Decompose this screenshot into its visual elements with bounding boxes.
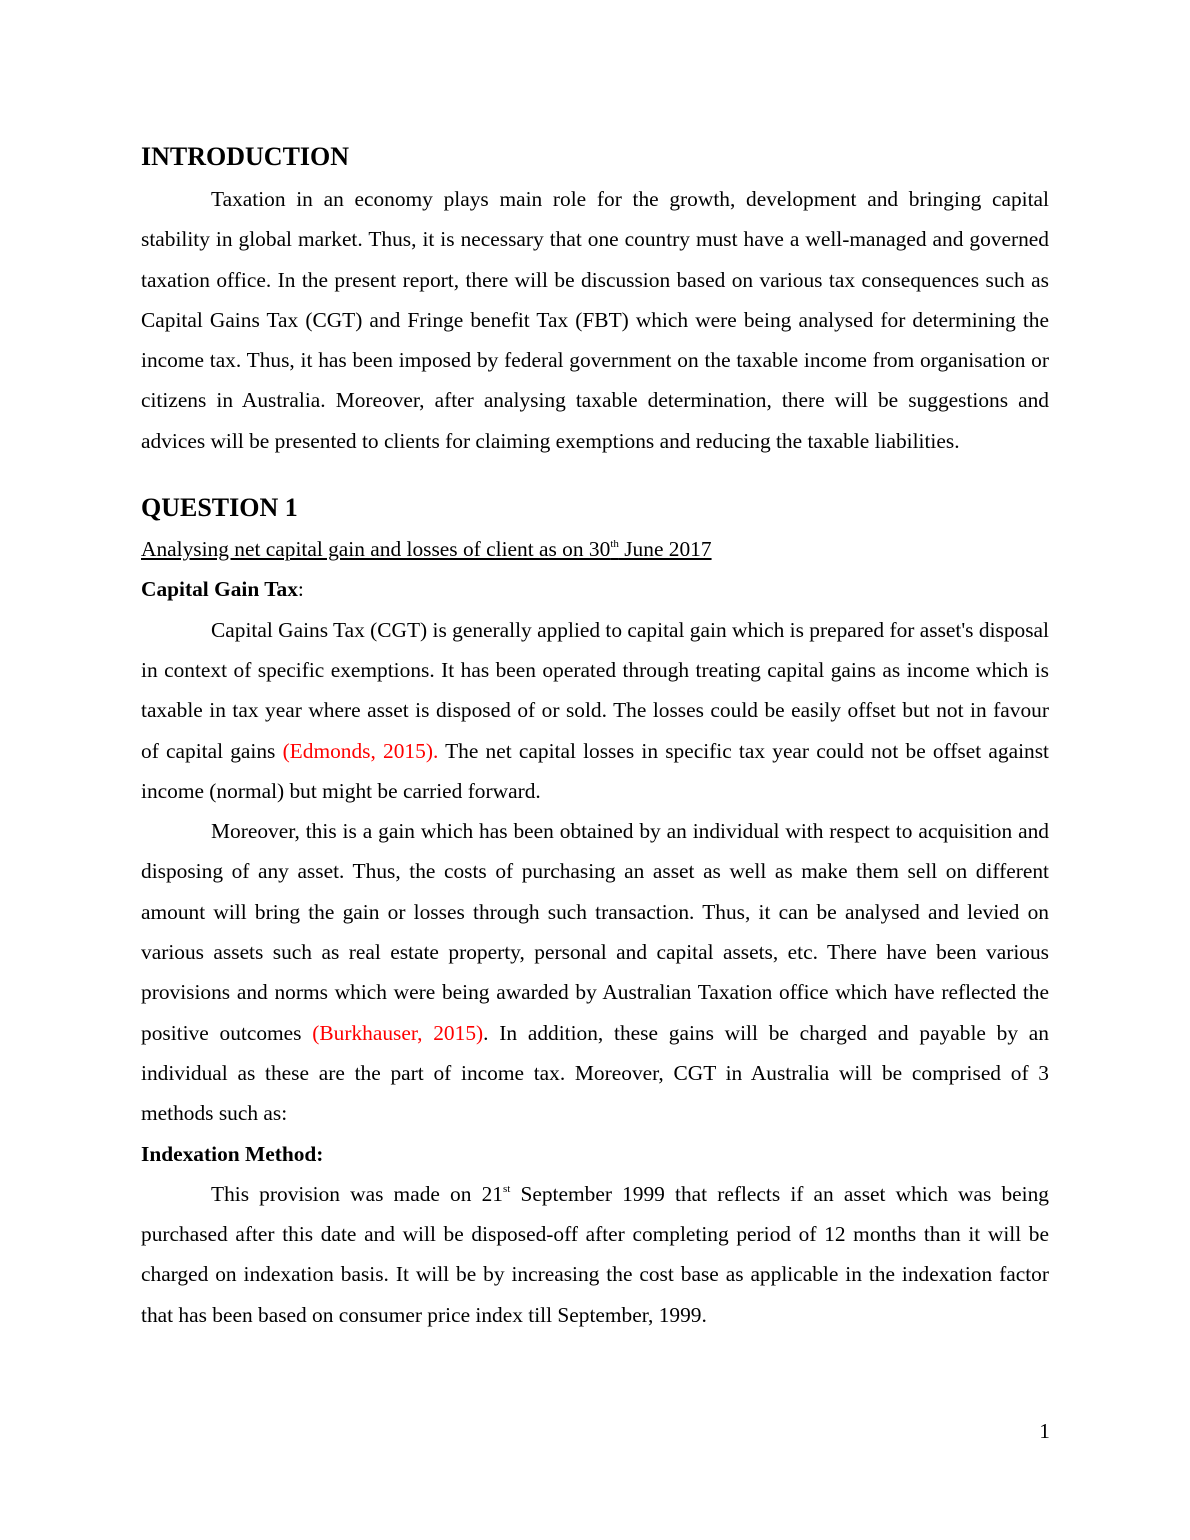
capital-gain-tax-label [141,569,1049,609]
cgt-paragraph-2-text-end: . In addition, these gains will be charged and payable by an individual as these are the part of income tax. Moreover, CGT in Australia will be comprised of 3 methods such as: [141,1020,1049,1126]
question-1-subheading [141,529,1049,569]
capital-gain-tax-colon: : [297,577,304,602]
indexation-paragraph [141,1174,1049,1335]
citation-burkhauser: (Burkhauser, 2015) [312,1020,484,1045]
introduction-paragraph: Taxation in an economy plays main role for the growth, development and bringing capital stability in global market. Thus, it is necessary that one country must have a well-managed and governed taxation office. In the present report, there will be discussion based on various tax consequences such as Capital Gains Tax (CGT) and Fringe benefit Tax (FBT) which were being analysed for determining the income tax. Thus, it has been imposed by federal government on the taxable income from organisation or citizens in Australia. Moreover, after analysing taxable determination, there will be suggestions and advices will be presented to clients for claiming exemptions and reducing the taxable liabilities. [141,187,1049,453]
indexation-method-label: Indexation Method: [141,1141,324,1166]
subheading-text: Analysing net capital gain and losses of client as on 30 [141,537,611,562]
indexation-paragraph-text: This provision was made on 21 [211,1181,503,1206]
cgt-paragraph-1-text: Capital Gains Tax (CGT) is generally applied to capital gain which is prepared for asset's disposal in context of specific exemptions. It has been operated through treating capital gains as income which is taxable in tax year where asset is disposed of or sold. The losses could be easily offset but not in favour of capital gains [141,617,1049,763]
subheading-text-end: June 2017 [618,537,712,562]
cgt-paragraph-1 [141,610,1049,811]
citation-edmonds: (Edmonds, 2015). [282,738,439,763]
indexation-superscript: st [502,1182,511,1195]
cgt-paragraph-1-text-end: The net capital losses in specific tax year could not be offset against income (normal) but might be carried forward. [141,738,1049,803]
cgt-paragraph-2-text: Moreover, this is a gain which has been obtained by an individual with respect to acquisition and disposing of any asset. Thus, the costs of purchasing an asset as well as make them sell on different amount will bring the gain or losses through such transaction. Thus, it can be analysed and levied on various assets such as real estate property, personal and capital assets, etc. There have been various provisions and norms which were being awarded by Australian Taxation office which have reflected the positive outcomes [141,819,1049,1045]
subheading-superscript: th [610,538,619,551]
capital-gain-tax-title: Capital Gain Tax [141,577,298,602]
page-number: 1 [1039,1419,1050,1443]
indexation-paragraph-text-end: September 1999 that reflects if an asset which was being purchased after this date and will be disposed-off after completing period of 12 months than it will be charged on indexation basis. It will be by increasing the cost base as applicable in the indexation factor that has been based on consumer price index till September, 1999. [141,1181,1049,1327]
document-page [141,138,1049,1335]
question-1-heading: QUESTION 1 [141,493,298,523]
introduction-heading: INTRODUCTION [141,142,350,171]
cgt-paragraph-2 [141,811,1049,1133]
